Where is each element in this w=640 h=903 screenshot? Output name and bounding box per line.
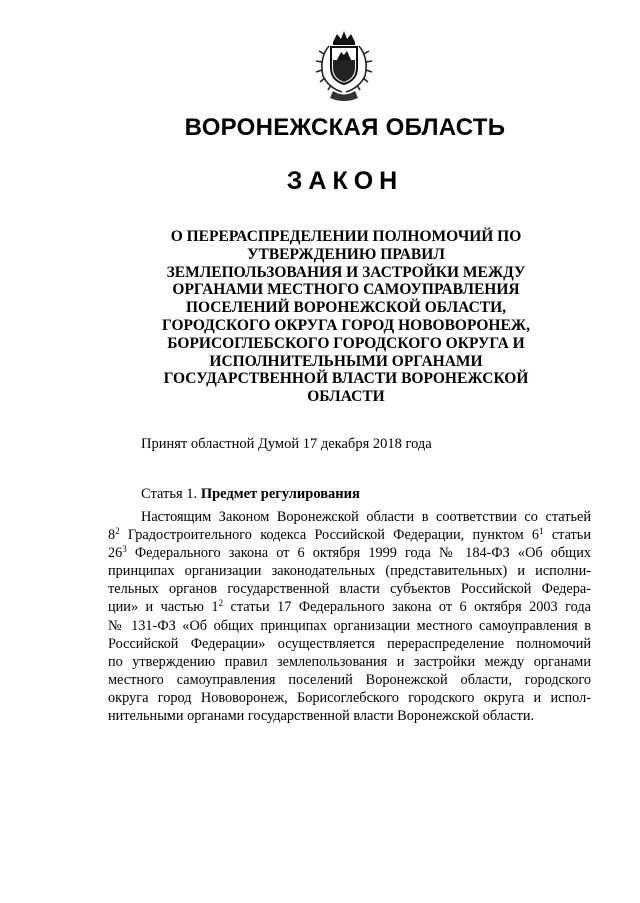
body-text: Градостроительного кодекса Российской Федерации, пунктом 6 bbox=[119, 527, 540, 544]
coat-of-arms-emblem bbox=[311, 28, 377, 102]
law-title-line: ЗЕМЛЕПОЛЬЗОВАНИЯ И ЗАСТРОЙКИ МЕЖДУ bbox=[166, 263, 526, 281]
article-body bbox=[108, 508, 591, 725]
law-title-line: ОБЛАСТИ bbox=[307, 388, 385, 406]
article-title: Предмет регулирования bbox=[200, 486, 360, 502]
body-line bbox=[108, 598, 591, 616]
law-title-line: ГОРОДСКОГО ОКРУГА ГОРОД НОВОВОРОНЕЖ, bbox=[161, 316, 531, 334]
superscript: 2 bbox=[115, 526, 120, 537]
article-number: Статья 1. bbox=[141, 486, 198, 502]
adoption-date-line: Принят областной Думой 17 декабря 2018 года bbox=[141, 436, 432, 452]
body-text: статьи 17 Федерального закона от 6 октября 2003 года bbox=[223, 599, 591, 616]
law-title-line: ОРГАНАМИ МЕСТНОГО САМОУПРАВЛЕНИЯ bbox=[172, 281, 520, 299]
superscript: 3 bbox=[122, 544, 127, 555]
body-line: нительными органами государственной власти Воронежской области. bbox=[108, 708, 535, 725]
body-line bbox=[108, 526, 591, 544]
body-text: ции» и частью 1 bbox=[108, 599, 219, 616]
body-line: местного самоуправления поселений Воронежской области, городского bbox=[108, 671, 591, 688]
region-title: ВОРОНЕЖСКАЯ ОБЛАСТЬ bbox=[184, 114, 506, 141]
article-heading bbox=[141, 486, 360, 503]
law-title-line: БОРИСОГЛЕБСКОГО ГОРОДСКОГО ОКРУГА И bbox=[167, 334, 525, 352]
body-line: по утверждению правил землепользования и застройки между органами bbox=[108, 653, 591, 670]
body-line: тельных органов государственной власти субъектов Российской Федера- bbox=[108, 581, 591, 598]
law-title-line: ПОСЕЛЕНИЙ ВОРОНЕЖСКОЙ ОБЛАСТИ, bbox=[185, 299, 507, 317]
body-text: Федерального закона от 6 октября 1999 года № 184-ФЗ «Об общих bbox=[126, 545, 591, 562]
law-title-line: О ПЕРЕРАСПРЕДЕЛЕНИИ ПОЛНОМОЧИЙ ПО bbox=[170, 228, 522, 245]
document-type-title: ЗАКОН bbox=[286, 167, 404, 195]
body-line: принципах организации законодательных (представительных) и исполни- bbox=[108, 563, 591, 580]
body-text: статьи bbox=[543, 527, 591, 544]
law-title-line: ГОСУДАРСТВЕННОЙ ВЛАСТИ ВОРОНЕЖСКОЙ bbox=[163, 370, 529, 388]
law-title bbox=[150, 228, 542, 406]
body-line: Российской Федерации» осуществляется перераспределение полномочий bbox=[108, 635, 591, 652]
superscript: 1 bbox=[539, 526, 544, 537]
law-title-line: ИСПОЛНИТЕЛЬНЫМИ ОРГАНАМИ bbox=[209, 352, 483, 370]
body-line: округа город Нововоронеж, Борисоглебского городского округа и испол- bbox=[108, 689, 591, 706]
law-title-line: УТВЕРЖДЕНИЮ ПРАВИЛ bbox=[247, 245, 445, 263]
superscript: 2 bbox=[218, 598, 224, 609]
body-line: Настоящим Законом Воронежской области в соответствии со статьей bbox=[141, 509, 591, 525]
body-text: 8 bbox=[108, 527, 116, 544]
body-line bbox=[108, 544, 591, 562]
body-text: 26 bbox=[108, 545, 123, 562]
body-line: № 131-ФЗ «Об общих принципах организации местного самоуправления в bbox=[108, 617, 591, 634]
